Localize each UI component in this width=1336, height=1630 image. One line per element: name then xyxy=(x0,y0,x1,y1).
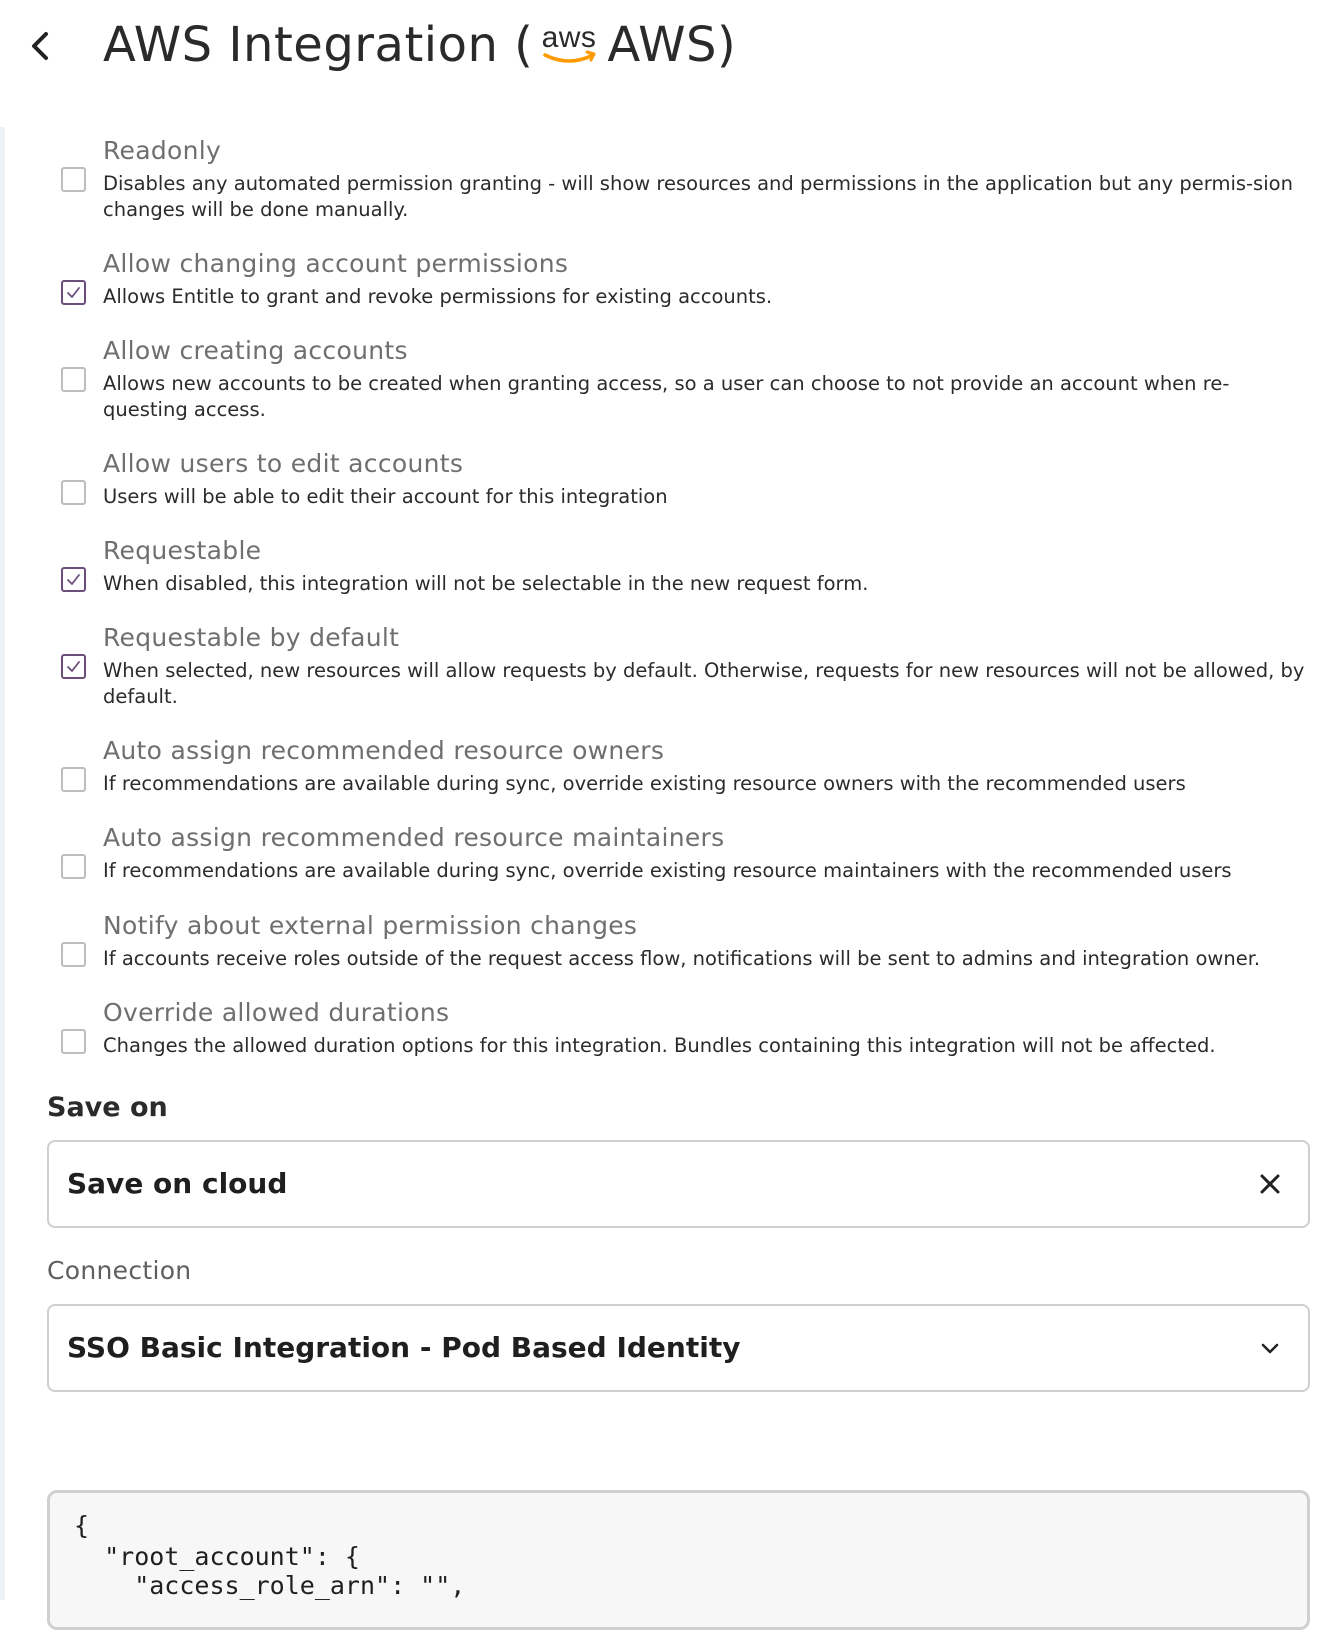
left-rail xyxy=(0,127,5,1600)
option-title: Allow creating accounts xyxy=(103,336,408,365)
option-checkbox[interactable] xyxy=(61,654,86,679)
option-description: If accounts receive roles outside of the request access flow, notifications will be sent to admins and integration owner. xyxy=(103,947,1261,970)
back-button[interactable] xyxy=(22,26,62,66)
option-description: When disabled, this integration will not be selectable in the new request form. xyxy=(103,572,869,595)
option-title: Notify about external permission changes xyxy=(103,911,638,940)
aws-logo-text: aws xyxy=(541,21,597,54)
page-title xyxy=(103,8,736,82)
option-title: Requestable xyxy=(103,536,262,565)
chevron-left-icon xyxy=(22,26,62,66)
option-description: If recommendations are available during sync, override existing resource owners with the recommended users xyxy=(103,772,1186,795)
save-on-value: Save on cloud xyxy=(67,1167,288,1200)
connection-select[interactable] xyxy=(47,1304,1310,1392)
close-icon[interactable] xyxy=(1254,1168,1286,1200)
option-description: Allows new accounts to be created when granting access, so a user can choose to not provide an account when re-questing access. xyxy=(103,372,1230,421)
option-checkbox[interactable] xyxy=(61,942,86,967)
option-title: Readonly xyxy=(103,136,222,165)
aws-logo xyxy=(535,17,603,71)
option-checkbox[interactable] xyxy=(61,167,86,192)
connection-value: SSO Basic Integration - Pod Based Identity xyxy=(67,1331,741,1364)
chevron-down-icon[interactable] xyxy=(1254,1332,1286,1364)
option-description: If recommendations are available during sync, override existing resource maintainers with the recommended users xyxy=(103,859,1232,882)
json-config-editor[interactable] xyxy=(47,1490,1310,1630)
connection-label: Connection xyxy=(47,1256,192,1285)
option-description: Users will be able to edit their account for this integration xyxy=(103,485,668,508)
page-title-suffix: AWS) xyxy=(607,17,737,73)
save-on-select[interactable] xyxy=(47,1140,1310,1228)
option-checkbox[interactable] xyxy=(61,367,86,392)
option-title: Auto assign recommended resource owners xyxy=(103,736,665,765)
check-icon xyxy=(65,284,82,301)
option-title: Allow users to edit accounts xyxy=(103,449,464,478)
code-line: "root_account": { xyxy=(74,1542,360,1571)
option-title: Requestable by default xyxy=(103,623,400,652)
check-icon xyxy=(65,658,82,675)
option-checkbox[interactable] xyxy=(61,567,86,592)
option-title: Auto assign recommended resource maintainers xyxy=(103,823,725,852)
option-checkbox[interactable] xyxy=(61,1029,86,1054)
page-title-prefix: AWS Integration ( xyxy=(103,17,534,73)
option-title: Override allowed durations xyxy=(103,998,450,1027)
check-icon xyxy=(65,571,82,588)
page-header xyxy=(0,0,1336,100)
option-description: When selected, new resources will allow requests by default. Otherwise, requests for new resources will not be allowed, by default. xyxy=(103,659,1305,708)
save-on-label: Save on xyxy=(47,1092,168,1123)
option-description: Changes the allowed duration options for this integration. Bundles containing this integration will not be affected. xyxy=(103,1034,1216,1057)
option-checkbox[interactable] xyxy=(61,480,86,505)
option-description: Allows Entitle to grant and revoke permissions for existing accounts. xyxy=(103,285,773,308)
option-description: Disables any automated permission granting - will show resources and permissions in the application but any permis-sion changes will be done manually. xyxy=(103,172,1293,221)
option-checkbox[interactable] xyxy=(61,767,86,792)
option-checkbox[interactable] xyxy=(61,854,86,879)
code-line: { xyxy=(74,1511,90,1540)
option-title: Allow changing account permissions xyxy=(103,249,569,278)
option-checkbox[interactable] xyxy=(61,280,86,305)
code-line: "access_role_arn": "", xyxy=(74,1571,466,1600)
